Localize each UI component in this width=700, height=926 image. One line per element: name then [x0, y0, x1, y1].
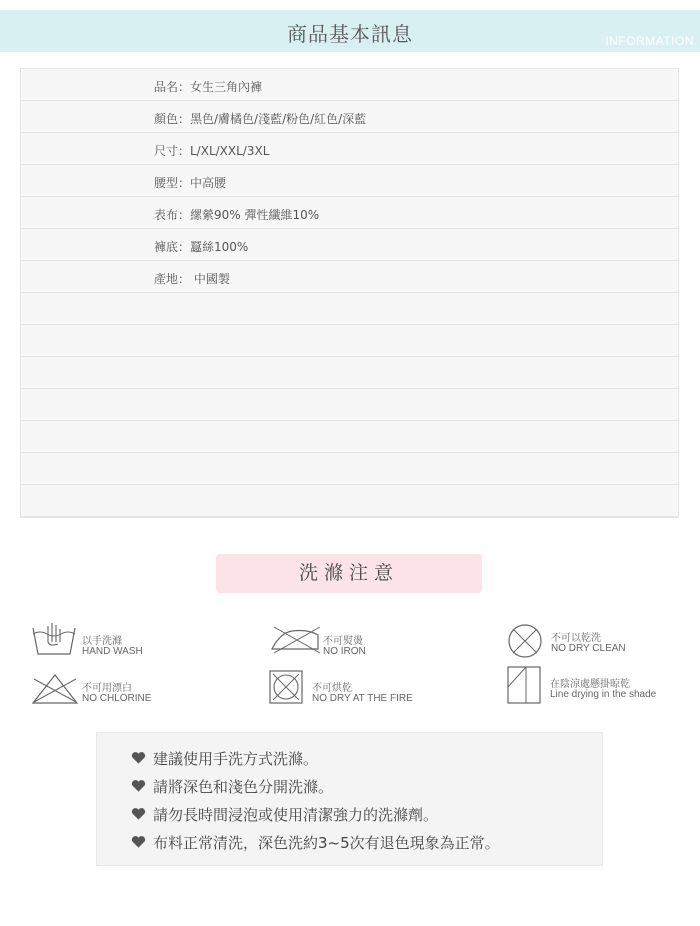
note-text: 請將深色和淺色分開洗滌。	[153, 778, 334, 796]
info-origin: 產地： 中國製	[154, 272, 230, 286]
product-info-table	[20, 68, 679, 518]
care-symbol-no-dry-clean	[507, 623, 687, 659]
hand-wash-zh: 以手洗滌	[82, 636, 122, 647]
info-row-empty	[21, 389, 678, 421]
no-iron-zh: 不可熨燙	[323, 636, 363, 647]
no-iron-en: NO IRON	[323, 646, 366, 657]
hand-wash-icon	[30, 620, 80, 660]
info-size: 尺寸：L/XL/XXL/3XL	[154, 144, 270, 158]
heart-icon	[131, 751, 146, 765]
no-chlorine-en: NO CHLORINE	[82, 693, 152, 704]
care-symbol-no-chlorine	[30, 673, 230, 707]
care-title: 洗滌注意	[298, 562, 399, 584]
note-text: 布料正常清洗，深色洗約3~5次有退色現象為正常。	[153, 834, 500, 852]
no-chlorine-zh: 不可用漂白	[82, 683, 132, 694]
info-color: 顏色：黑色/膚橘色/淺藍/粉色/紅色/深藍	[154, 112, 367, 126]
care-symbol-no-tumble-dry	[268, 669, 468, 705]
care-notes	[96, 732, 603, 866]
info-row	[21, 133, 678, 165]
heart-icon	[131, 835, 146, 849]
info-row	[21, 229, 678, 261]
info-row	[21, 165, 678, 197]
no-tumble-dry-icon	[268, 669, 304, 705]
note-text: 建議使用手洗方式洗滌。	[153, 750, 319, 768]
info-crotch: 褲底：蠶絲100%	[154, 240, 249, 254]
info-row	[21, 101, 678, 133]
info-row-empty	[21, 293, 678, 325]
heart-icon	[131, 807, 146, 821]
info-fabric: 表布：縲縈90% 彈性纖維10%	[154, 208, 320, 222]
no-dry-clean-icon	[507, 623, 543, 659]
line-dry-shade-icon	[506, 665, 542, 705]
page-title: 商品基本訊息	[287, 22, 413, 46]
no-iron-icon	[268, 625, 323, 655]
heart-icon	[131, 779, 146, 793]
info-row	[21, 197, 678, 229]
care-symbol-hand-wash	[30, 620, 230, 660]
no-chlorine-icon	[30, 673, 80, 705]
info-waist: 腰型：中高腰	[154, 176, 227, 190]
no-dry-clean-zh: 不可以乾洗	[551, 633, 601, 644]
info-row-empty	[21, 453, 678, 485]
note-text: 請勿長時間浸泡或使用清潔強力的洗滌劑。	[153, 806, 439, 824]
care-symbol-line-dry-shade	[506, 665, 696, 705]
line-dry-shade-en: Line drying in the shade	[550, 689, 657, 700]
info-row-empty	[21, 357, 678, 389]
care-symbol-no-iron	[268, 625, 468, 660]
header-banner	[0, 10, 700, 52]
info-row	[21, 69, 678, 101]
line-dry-shade-zh: 在陰涼處懸掛晾乾	[550, 679, 630, 690]
no-dry-clean-en: NO DRY CLEAN	[551, 643, 626, 654]
info-row-empty	[21, 485, 678, 517]
hand-wash-en: HAND WASH	[82, 646, 143, 657]
no-tumble-dry-zh: 不可烘乾	[312, 683, 352, 694]
info-row-empty	[21, 421, 678, 453]
page-subtitle: INFORMATION	[605, 34, 694, 48]
info-row	[21, 261, 678, 293]
info-name: 品名：女生三角內褲	[154, 80, 263, 94]
info-row-empty	[21, 325, 678, 357]
care-title-box	[216, 554, 482, 593]
no-tumble-dry-en: NO DRY AT THE FIRE	[312, 693, 413, 704]
